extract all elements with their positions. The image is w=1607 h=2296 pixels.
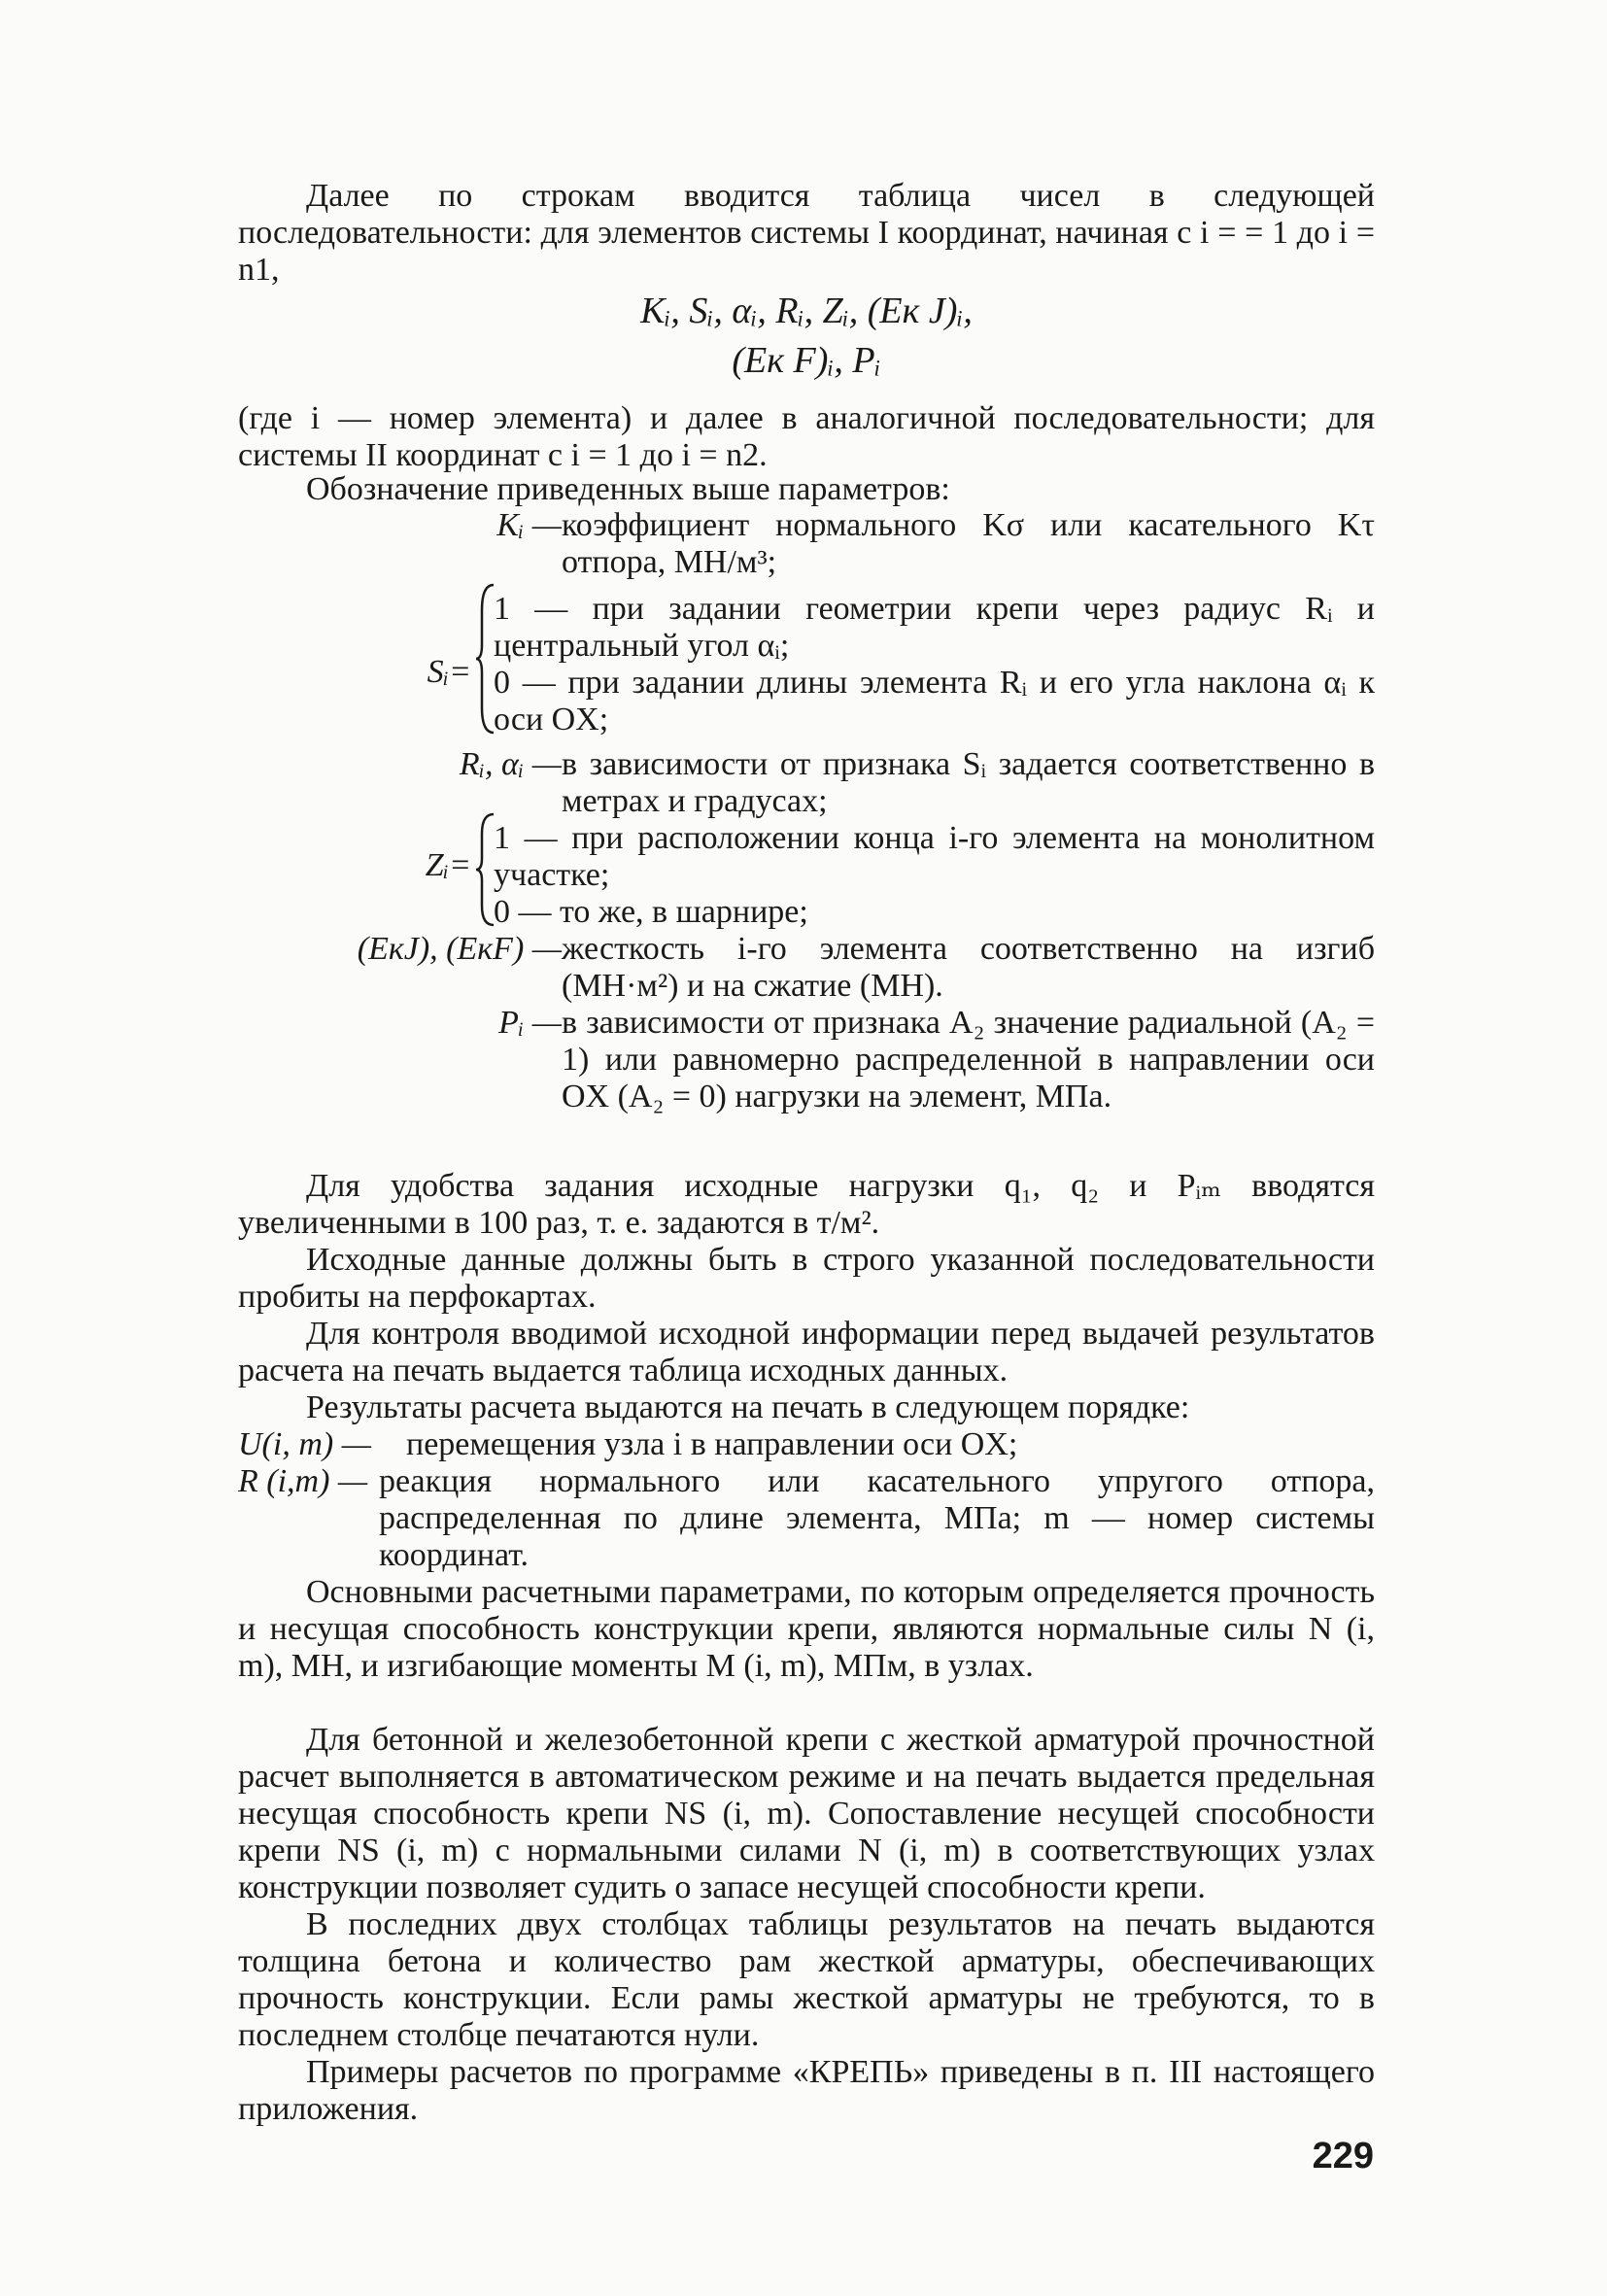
def-R-text: в зависимости от признака Sᵢ задается соответственно в метрах и градусах; (562, 746, 1375, 819)
def-E-term: (EкJ), (EкF) — (357, 931, 562, 967)
examples-paragraph: Примеры расчетов по программе «КРЕПЬ» приведены в п. III настоящего приложения. (238, 2054, 1375, 2127)
last-columns-paragraph: В последних двух столбцах таблицы результатов на печать выдаются толщина бетона и количество рам жесткой арматуры, обеспечивающих прочность конструкции. Если рамы жесткой арматуры не требуются, то в последнем столбце печатаются нули. (238, 1906, 1375, 2053)
control-paragraph: Для контроля вводимой исходной информации перед выдачей результатов расчета на печать выдается таблица исходных данных. (238, 1316, 1375, 1388)
intro-paragraph: Далее по строкам вводится таблица чисел в следующей последовательности: для элементов системы I координат, начиная с i = = 1 до i = n1, (238, 178, 1375, 288)
def-K-text: коэффициент нормального Kσ или касательного Kτ отпора, МН/м³; (562, 507, 1375, 580)
def-Z-term: Zᵢ= (425, 847, 471, 883)
results-heading: Результаты расчета выдаются на печать в следующем порядке: (306, 1389, 1190, 1425)
def-E-text: жесткость i-го элемента соответственно на изгиб (МН·м²) и на сжатие (МН). (562, 931, 1375, 1004)
def-P-text: в зависимости от признака A₂ значение радиальной (A₂ = 1) или равномерно распределенной в направлении оси OX (A₂ = 0) нагрузки на элемент, МПа. (562, 1005, 1375, 1114)
concrete-paragraph: Для бетонной и железобетонной крепи с жесткой арматурой прочностной расчет выполняется в автоматическом режиме и на печать выдается предельная несущая способность крепи NS (i, m). Сопоставление несущей способности крепи NS (i, m) с нормальными силами N (i, m) в соответствующих узлах конструкции позволяет судить о запасе несущей способности крепи. (238, 1722, 1375, 1905)
punch-paragraph: Исходные данные должны быть в строго указанной последовательности пробиты на перфокартах. (238, 1242, 1375, 1315)
formula-line-1: Kᵢ, Sᵢ, αᵢ, Rᵢ, Zᵢ, (Eк J)ᵢ, (640, 291, 973, 331)
def-S-option-0: 0 — при задании длины элемента Rᵢ и его угла наклона αᵢ к оси OX; (494, 665, 1375, 737)
def-K-term: Kᵢ — (496, 507, 562, 543)
page-number: 229 (1312, 2136, 1374, 2176)
def-P-term: Pᵢ — (498, 1005, 562, 1041)
result-U-text: перемещения узла i в направлении оси OX; (406, 1426, 1018, 1462)
def-R-term: Rᵢ, αᵢ — (459, 746, 562, 782)
result-R-text: реакция нормального или касательного упругого отпора, распределенная по длине элемента, МПа; m — номер системы координат. (379, 1463, 1375, 1573)
result-R-term: R (i,m) — (238, 1463, 368, 1499)
formula-line-2: (Eк F)ᵢ, Pᵢ (732, 340, 881, 381)
main-params-paragraph: Основными расчетными параметрами, по которым определяется прочность и несущая способность конструкции крепи, являются нормальные силы N (i, m), МН, и изгибающие моменты M (i, m), МПм, в узлах. (238, 1574, 1375, 1684)
def-S-term: Sᵢ= (427, 654, 471, 690)
loads-paragraph: Для удобства задания исходные нагрузки q₁, q₂ и Pᵢₘ вводятся увеличенными в 100 раз, т. е. задаются в т/м². (238, 1168, 1375, 1241)
def-Z-option-1: 1 — при расположении конца i-го элемента на монолитном участке; (494, 820, 1375, 893)
def-Z-option-0: 0 — то же, в шарнире; (494, 894, 808, 930)
def-S-option-1: 1 — при задании геометрии крепи через радиус Rᵢ и центральный угол αᵢ; (494, 591, 1375, 664)
params-heading: Обозначение приведенных выше параметров: (306, 471, 950, 507)
result-U-term: U(i, m) — (238, 1426, 371, 1462)
after-formula-paragraph: (где i — номер элемента) и далее в аналогичной последовательности; для системы II координат с i = 1 до i = n2. (238, 400, 1375, 473)
